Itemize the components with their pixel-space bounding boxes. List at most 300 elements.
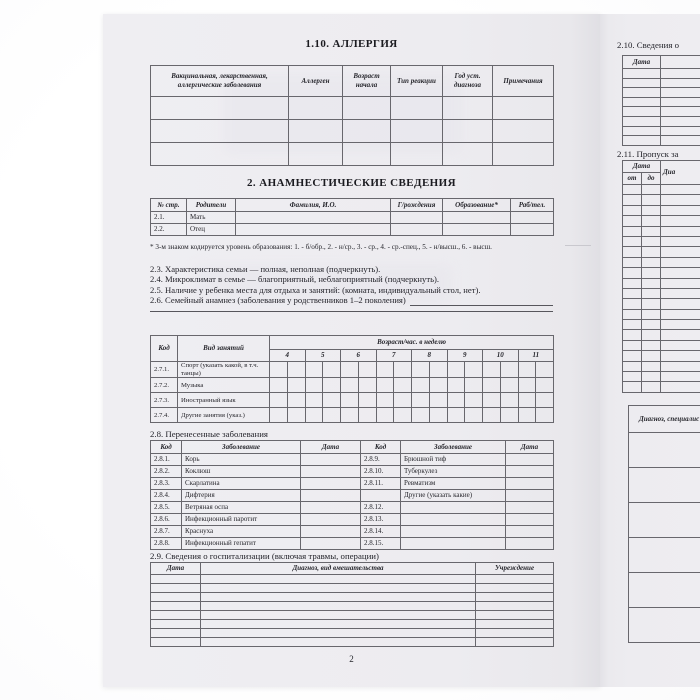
anamnesis-table [150, 198, 554, 236]
table-cell: 2.7.1. [151, 362, 178, 378]
table-row [623, 205, 700, 215]
table-cell [661, 136, 700, 146]
table-cell [661, 97, 700, 107]
table-cell [341, 393, 359, 408]
table-cell [642, 372, 661, 382]
table-row [151, 538, 554, 550]
table-cell [201, 593, 476, 602]
table-cell: Спорт (указать какой, в т.ч. танцы) [178, 362, 270, 378]
table-cell [661, 330, 700, 340]
diseases-col-code-left: Код [151, 441, 182, 454]
table-cell [500, 408, 518, 423]
table-cell [642, 195, 661, 205]
anamnesis-col-education: Образование* [443, 199, 511, 212]
table-cell [661, 361, 700, 371]
table-cell [661, 78, 700, 88]
diagnosis-specialist-table [628, 405, 700, 643]
diseases-table [150, 440, 554, 550]
table-cell [151, 593, 201, 602]
table-cell [287, 408, 305, 423]
table-cell [323, 393, 341, 408]
table-cell: 2.7.3. [151, 393, 178, 408]
table-row [151, 620, 554, 629]
table-cell: 2.8.14. [361, 526, 401, 538]
table-cell [361, 490, 401, 502]
table-cell [623, 205, 642, 215]
table-row [151, 120, 554, 143]
activities-age-4: 4 [270, 350, 306, 362]
anamnesis-items [150, 264, 553, 306]
table-cell [476, 602, 554, 611]
table-cell: 2.8.11. [361, 478, 401, 490]
activities-table [150, 335, 554, 423]
table-cell [661, 382, 700, 392]
table-cell [506, 478, 554, 490]
table-cell [506, 526, 554, 538]
table-cell [201, 575, 476, 584]
table-cell [661, 185, 700, 195]
dispensary-table [622, 55, 700, 146]
allergy-col-year: Год уст. диагноза [443, 66, 493, 97]
table-cell [401, 514, 506, 526]
table-cell [661, 107, 700, 117]
booklet-left-page [103, 14, 600, 687]
missed-days-col-from: от [623, 173, 642, 185]
table-cell [151, 143, 289, 166]
table-row [151, 593, 554, 602]
table-row [151, 611, 554, 620]
table-cell: 2.7.4. [151, 408, 178, 423]
table-row [623, 78, 700, 88]
table-cell [623, 372, 642, 382]
anamnesis-col-work: Раб/тел. [511, 199, 554, 212]
table-cell [376, 378, 394, 393]
table-row [629, 503, 700, 538]
table-row [623, 116, 700, 126]
table-cell [465, 393, 483, 408]
table-row [623, 107, 700, 117]
table-cell [629, 468, 700, 503]
table-cell [476, 629, 554, 638]
table-cell: Туберкулез [401, 466, 506, 478]
table-cell [536, 378, 554, 393]
table-row [151, 490, 554, 502]
table-cell [500, 393, 518, 408]
table-cell [323, 408, 341, 423]
table-row [151, 602, 554, 611]
table-cell [500, 378, 518, 393]
missed-days-header-row-1 [623, 161, 700, 173]
table-cell: Инфекционный гепатит [182, 538, 301, 550]
table-cell [623, 236, 642, 246]
diseases-section-label: 2.8. Перенесенные заболевания [150, 429, 268, 439]
table-cell [661, 351, 700, 361]
table-row [151, 629, 554, 638]
table-cell: 2.8.4. [151, 490, 182, 502]
table-row [151, 408, 554, 423]
table-cell [201, 611, 476, 620]
table-cell: 2.8.3. [151, 478, 182, 490]
table-cell [623, 351, 642, 361]
table-cell [642, 216, 661, 226]
table-cell [536, 362, 554, 378]
table-cell [412, 362, 430, 378]
table-cell [429, 408, 447, 423]
diseases-col-code-right: Код [361, 441, 401, 454]
table-cell [623, 126, 661, 136]
table-cell [661, 126, 700, 136]
table-cell [493, 120, 554, 143]
table-row [623, 226, 700, 236]
table-cell [483, 378, 501, 393]
table-cell [506, 514, 554, 526]
table-cell [443, 212, 511, 224]
table-cell [536, 393, 554, 408]
table-cell [661, 309, 700, 319]
table-cell [511, 212, 554, 224]
table-cell [642, 309, 661, 319]
table-cell [323, 378, 341, 393]
table-cell [661, 205, 700, 215]
table-cell [661, 288, 700, 298]
table-cell [483, 408, 501, 423]
hospitalization-col-diagnosis: Диагноз, вид вмешательства [201, 563, 476, 575]
table-cell [642, 247, 661, 257]
allergy-col-reaction: Тип реакции [391, 66, 443, 97]
table-cell [518, 362, 536, 378]
table-cell: Скарлатина [182, 478, 301, 490]
table-row [151, 212, 554, 224]
table-cell [642, 299, 661, 309]
table-cell [301, 478, 361, 490]
table-cell [151, 120, 289, 143]
dispensary-section-title: 2.10. Сведения о [617, 40, 679, 50]
table-cell [287, 393, 305, 408]
table-cell [376, 408, 394, 423]
diagnosis-specialist-header-row [629, 406, 700, 433]
table-row [151, 362, 554, 378]
dispensary-header-row [623, 56, 700, 69]
table-cell [518, 408, 536, 423]
table-row [151, 393, 554, 408]
table-cell: 2.8.13. [361, 514, 401, 526]
table-cell [447, 408, 465, 423]
table-cell [506, 490, 554, 502]
table-cell [623, 268, 642, 278]
table-cell: 2.1. [151, 212, 187, 224]
table-cell: Краснуха [182, 526, 301, 538]
diagnosis-specialist-col: Диагноз, специалис [629, 406, 700, 433]
table-row [151, 378, 554, 393]
activities-col-code: Код [151, 336, 178, 362]
table-cell [642, 236, 661, 246]
table-cell [642, 257, 661, 267]
item-2-6-text: 2.6. Семейный анамнез (заболевания у родственников 1–2 поколения) [150, 295, 406, 306]
table-cell [493, 97, 554, 120]
table-cell [623, 97, 661, 107]
table-cell [506, 502, 554, 514]
family-anamnesis-blank-line [150, 304, 553, 312]
table-cell: Инфекционный паротит [182, 514, 301, 526]
table-cell [287, 362, 305, 378]
table-cell [391, 212, 443, 224]
hospitalization-col-institution: Учреждение [476, 563, 554, 575]
table-cell [236, 224, 391, 236]
table-cell [661, 340, 700, 350]
table-cell [376, 393, 394, 408]
table-cell [201, 620, 476, 629]
activities-age-8: 8 [412, 350, 448, 362]
table-cell [518, 393, 536, 408]
diseases-col-date-right: Дата [506, 441, 554, 454]
table-cell [201, 602, 476, 611]
anamnesis-section-title: 2. АНАМНЕСТИЧЕСКИЕ СВЕДЕНИЯ [247, 177, 456, 189]
table-cell [623, 288, 642, 298]
allergy-col-age: Возраст начала [343, 66, 391, 97]
hospitalization-col-date: Дата [151, 563, 201, 575]
activities-age-7: 7 [376, 350, 412, 362]
table-cell [623, 185, 642, 195]
table-cell: 2.7.2. [151, 378, 178, 393]
table-cell [151, 97, 289, 120]
table-row [623, 278, 700, 288]
table-cell [661, 320, 700, 330]
scratch-mark [565, 245, 591, 246]
table-cell: Ревматизм [401, 478, 506, 490]
table-cell [151, 575, 201, 584]
table-row [623, 382, 700, 392]
table-cell [443, 224, 511, 236]
table-cell [476, 611, 554, 620]
table-row [629, 608, 700, 643]
activities-header-row-1 [151, 336, 554, 350]
table-row [623, 97, 700, 107]
table-cell [476, 575, 554, 584]
anamnesis-col-name: Фамилия, И.О. [236, 199, 391, 212]
table-cell [661, 257, 700, 267]
table-cell: 2.2. [151, 224, 187, 236]
table-cell [623, 361, 642, 371]
table-cell [642, 320, 661, 330]
item-2-5: 2.5. Наличие у ребенка места для отдыха и занятий: (комната, индивидуальный стол, нет). [150, 284, 481, 295]
table-cell: 2.8.12. [361, 502, 401, 514]
table-cell [236, 212, 391, 224]
table-cell [642, 361, 661, 371]
anamnesis-col-parents: Родители [187, 199, 236, 212]
table-cell [447, 393, 465, 408]
allergy-section-title: 1.10. АЛЛЕРГИЯ [305, 38, 398, 50]
table-cell [341, 408, 359, 423]
table-cell: Другие (указать какие) [401, 490, 506, 502]
page-number: 2 [349, 654, 354, 664]
table-row [623, 340, 700, 350]
table-cell [151, 584, 201, 593]
table-row [623, 236, 700, 246]
table-cell [270, 393, 288, 408]
table-cell [642, 340, 661, 350]
table-cell [343, 143, 391, 166]
table-row [623, 372, 700, 382]
allergy-table [150, 65, 554, 166]
table-cell [394, 378, 412, 393]
table-row [623, 126, 700, 136]
table-cell [391, 120, 443, 143]
table-cell [623, 216, 642, 226]
table-cell [500, 362, 518, 378]
table-row [623, 185, 700, 195]
diseases-header-row [151, 441, 554, 454]
table-cell [394, 362, 412, 378]
table-cell [305, 378, 323, 393]
table-cell: 2.8.6. [151, 514, 182, 526]
table-row [151, 638, 554, 647]
allergy-col-vaccinal: Вакцинальная, лекарственная, аллергические заболевания [151, 66, 289, 97]
table-cell: Отец [187, 224, 236, 236]
table-cell: Иностранный язык [178, 393, 270, 408]
table-cell [661, 299, 700, 309]
table-row [623, 351, 700, 361]
table-cell: 2.8.10. [361, 466, 401, 478]
table-cell [476, 638, 554, 647]
activities-col-kind: Вид занятий [178, 336, 270, 362]
table-cell [623, 257, 642, 267]
education-footnote: * 3-м знаком кодируется уровень образования: 1. - б/обр., 2. - н/ср., 3. - ср., 4. - ср.-спец., 5. - н/высш., 6. - высш. [150, 243, 492, 251]
table-cell: 2.8.5. [151, 502, 182, 514]
table-row [623, 257, 700, 267]
table-cell [661, 88, 700, 98]
activities-age-9: 9 [447, 350, 483, 362]
table-cell [358, 362, 376, 378]
table-cell [391, 143, 443, 166]
table-cell [629, 503, 700, 538]
table-cell [301, 538, 361, 550]
table-cell [287, 378, 305, 393]
table-cell [151, 602, 201, 611]
table-row [623, 195, 700, 205]
table-row [623, 247, 700, 257]
table-cell: Мать [187, 212, 236, 224]
table-row [151, 575, 554, 584]
table-cell [301, 514, 361, 526]
table-cell [429, 378, 447, 393]
anamnesis-col-page: № стр. [151, 199, 187, 212]
table-cell: 2.8.9. [361, 454, 401, 466]
table-cell [201, 629, 476, 638]
table-cell [623, 320, 642, 330]
table-cell [642, 288, 661, 298]
table-cell: 2.8.15. [361, 538, 401, 550]
table-cell [629, 433, 700, 468]
table-row [623, 268, 700, 278]
table-cell [629, 608, 700, 643]
table-cell [642, 268, 661, 278]
table-cell [343, 120, 391, 143]
table-cell: 2.8.7. [151, 526, 182, 538]
table-row [623, 330, 700, 340]
table-row [151, 478, 554, 490]
table-cell [305, 362, 323, 378]
table-cell [661, 195, 700, 205]
table-cell [642, 185, 661, 195]
table-cell [341, 362, 359, 378]
table-cell [323, 362, 341, 378]
table-cell [289, 143, 343, 166]
table-cell [623, 88, 661, 98]
table-cell: Корь [182, 454, 301, 466]
table-cell [623, 226, 642, 236]
table-cell [661, 116, 700, 126]
allergy-header-row [151, 66, 554, 97]
table-row [629, 573, 700, 608]
table-cell: 2.8.1. [151, 454, 182, 466]
table-cell [661, 372, 700, 382]
table-cell [412, 393, 430, 408]
activities-age-6: 6 [341, 350, 377, 362]
booklet-right-page [600, 14, 700, 687]
table-row [623, 288, 700, 298]
table-cell [642, 330, 661, 340]
table-cell: 2.8.8. [151, 538, 182, 550]
table-cell [201, 638, 476, 647]
missed-days-col-to: до [642, 173, 661, 185]
table-cell [151, 638, 201, 647]
table-cell [443, 120, 493, 143]
table-cell [301, 454, 361, 466]
missed-days-section-title: 2.11. Пропуск за [617, 149, 679, 159]
table-cell [341, 378, 359, 393]
table-cell [358, 378, 376, 393]
table-cell [536, 408, 554, 423]
table-row [151, 584, 554, 593]
table-row [623, 69, 700, 79]
table-cell [629, 573, 700, 608]
table-cell [394, 408, 412, 423]
table-cell [289, 97, 343, 120]
table-cell [465, 378, 483, 393]
table-cell [623, 195, 642, 205]
table-cell [483, 362, 501, 378]
allergy-col-allergen: Аллерген [289, 66, 343, 97]
table-row [629, 538, 700, 573]
table-cell [661, 247, 700, 257]
diseases-col-disease-right: Заболевание [401, 441, 506, 454]
table-cell [429, 362, 447, 378]
missed-days-col-diagnosis: Диа [661, 161, 700, 185]
table-cell [401, 538, 506, 550]
table-cell [201, 584, 476, 593]
anamnesis-header-row [151, 199, 554, 212]
table-cell [358, 408, 376, 423]
table-cell [623, 247, 642, 257]
table-cell [301, 502, 361, 514]
table-cell [623, 136, 661, 146]
dispensary-col-date: Дата [623, 56, 661, 69]
table-cell [447, 378, 465, 393]
table-cell [511, 224, 554, 236]
table-cell [661, 278, 700, 288]
missed-days-col-date: Дата [623, 161, 661, 173]
table-row [151, 97, 554, 120]
hospitalization-table [150, 562, 554, 647]
table-cell [642, 382, 661, 392]
table-cell [358, 393, 376, 408]
activities-age-10: 10 [483, 350, 519, 362]
table-cell [661, 236, 700, 246]
table-row [151, 454, 554, 466]
table-cell [391, 224, 443, 236]
table-cell [289, 120, 343, 143]
table-cell [506, 466, 554, 478]
